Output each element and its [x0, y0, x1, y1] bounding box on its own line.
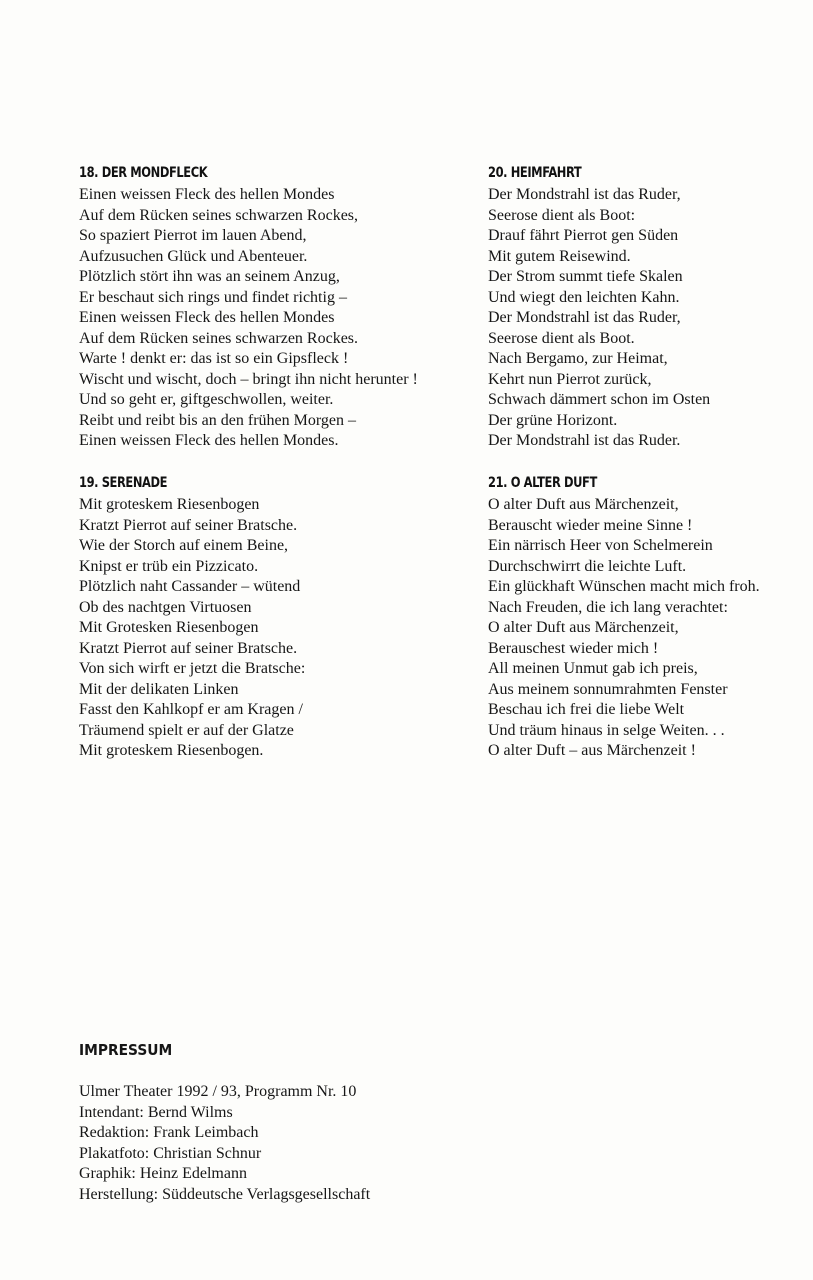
- poem-heading: 19. SERENADE: [79, 475, 168, 491]
- impressum-line: Redaktion: Frank Leimbach: [79, 1124, 259, 1141]
- poem-line: Der Mondstrahl ist das Ruder,: [488, 186, 681, 203]
- poem-line: Kehrt nun Pierrot zurück,: [488, 370, 652, 388]
- poem-line: Einen weissen Fleck des hellen Mondes: [79, 309, 335, 326]
- poem-line: Kratzt Pierrot auf seiner Bratsche.: [79, 516, 298, 534]
- impressum-line: Herstellung: Süddeutsche Verlagsgesellschaft: [79, 1185, 371, 1203]
- poem-line: Fasst den Kahlkopf er am Kragen /: [79, 701, 303, 718]
- poem-line: Mit groteskem Riesenbogen.: [79, 742, 264, 759]
- poem-line: Der Mondstrahl ist das Ruder.: [488, 432, 681, 449]
- poem-line: Nach Freuden, die ich lang verachtet:: [488, 598, 728, 616]
- poem-line: Der Mondstrahl ist das Ruder,: [488, 309, 681, 326]
- impressum-lines: [79, 1082, 479, 1205]
- poem-heading: 21. O ALTER DUFT: [488, 475, 597, 491]
- poem-line: Mit der delikaten Linken: [79, 680, 239, 698]
- poem-line: O alter Duft – aus Märchenzeit !: [488, 742, 696, 759]
- poem-line: Aus meinem sonnumrahmten Fenster: [488, 680, 728, 698]
- poem-line: Mit Grotesken Riesenbogen: [79, 619, 259, 636]
- poem-line: Und so geht er, giftgeschwollen, weiter.: [79, 391, 334, 408]
- poem-line: Reibt und reibt bis an den frühen Morgen –: [79, 411, 356, 429]
- poem-line: All meinen Unmut gab ich preis,: [488, 660, 698, 677]
- poem-line: Mit gutem Reisewind.: [488, 247, 631, 265]
- poem-line: So spaziert Pierrot im lauen Abend,: [79, 227, 307, 244]
- poem-line: Durchschwirrt die leichte Luft.: [488, 557, 687, 575]
- poem-line: Einen weissen Fleck des hellen Mondes.: [79, 432, 339, 449]
- impressum-line: Ulmer Theater 1992 / 93, Programm Nr. 10: [79, 1083, 357, 1100]
- impressum-section: [79, 1040, 479, 1205]
- poem-der-mondfleck: [79, 163, 419, 452]
- poem-o-alter-duft: [488, 473, 813, 762]
- poem-line: Plötzlich stört ihn was an seinem Anzug,: [79, 268, 340, 285]
- poem-line: Ein glückhaft Wünschen macht mich froh.: [488, 578, 760, 595]
- impressum-line: Intendant: Bernd Wilms: [79, 1103, 233, 1121]
- poem-heading: 20. HEIMFAHRT: [488, 165, 582, 181]
- poem-line: Seerose dient als Boot:: [488, 206, 636, 224]
- poem-line: Auf dem Rücken seines schwarzen Rockes.: [79, 329, 359, 347]
- poem-line: Und wiegt den leichten Kahn.: [488, 288, 680, 306]
- poem-line: Ein närrisch Heer von Schelmerein: [488, 537, 713, 554]
- poem-line: Schwach dämmert schon im Osten: [488, 391, 711, 408]
- poem-line: Berauscht wieder meine Sinne !: [488, 516, 693, 534]
- poem-line: Auf dem Rücken seines schwarzen Rockes,: [79, 206, 359, 224]
- poem-heimfahrt: [488, 163, 813, 452]
- poem-line: Aufzusuchen Glück und Abenteuer.: [79, 247, 308, 265]
- poem-line: Mit groteskem Riesenbogen: [79, 496, 260, 513]
- poem-line: Drauf fährt Pierrot gen Süden: [488, 227, 679, 244]
- poem-line: O alter Duft aus Märchenzeit,: [488, 619, 679, 636]
- poem-lines: [488, 495, 813, 762]
- poem-line: Seerose dient als Boot.: [488, 329, 635, 347]
- poem-line: Plötzlich naht Cassander – wütend: [79, 578, 301, 595]
- poem-line: Von sich wirft er jetzt die Bratsche:: [79, 660, 306, 677]
- poem-lines: [488, 185, 813, 452]
- poem-lines: [79, 185, 419, 452]
- poem-line: Warte ! denkt er: das ist so ein Gipsfleck !: [79, 350, 349, 367]
- poem-heading: 18. DER MONDFLECK: [79, 165, 208, 181]
- poem-line: Einen weissen Fleck des hellen Mondes: [79, 186, 335, 203]
- poem-line: Kratzt Pierrot auf seiner Bratsche.: [79, 639, 298, 657]
- poem-serenade: [79, 473, 419, 762]
- poem-line: Er beschaut sich rings und findet richtig –: [79, 288, 347, 306]
- poem-line: Der Strom summt tiefe Skalen: [488, 268, 683, 285]
- impressum-line: Plakatfoto: Christian Schnur: [79, 1144, 262, 1162]
- poem-line: Berauschest wieder mich !: [488, 639, 659, 657]
- poem-line: Der grüne Horizont.: [488, 411, 618, 429]
- poem-line: Und träum hinaus in selge Weiten. . .: [488, 721, 725, 739]
- poem-line: Ob des nachtgen Virtuosen: [79, 598, 252, 616]
- poem-line: Wischt und wischt, doch – bringt ihn nicht herunter !: [79, 370, 418, 388]
- poem-line: Träumend spielt er auf der Glatze: [79, 721, 294, 739]
- poem-line: Knipst er trüb ein Pizzicato.: [79, 557, 259, 575]
- poem-line: Nach Bergamo, zur Heimat,: [488, 350, 668, 367]
- poem-lines: [79, 495, 419, 762]
- poem-line: Wie der Storch auf einem Beine,: [79, 537, 289, 554]
- impressum-line: Graphik: Heinz Edelmann: [79, 1165, 247, 1182]
- impressum-heading: IMPRESSUM: [79, 1041, 173, 1059]
- poem-line: O alter Duft aus Märchenzeit,: [488, 496, 679, 513]
- poem-line: Beschau ich frei die liebe Welt: [488, 701, 685, 718]
